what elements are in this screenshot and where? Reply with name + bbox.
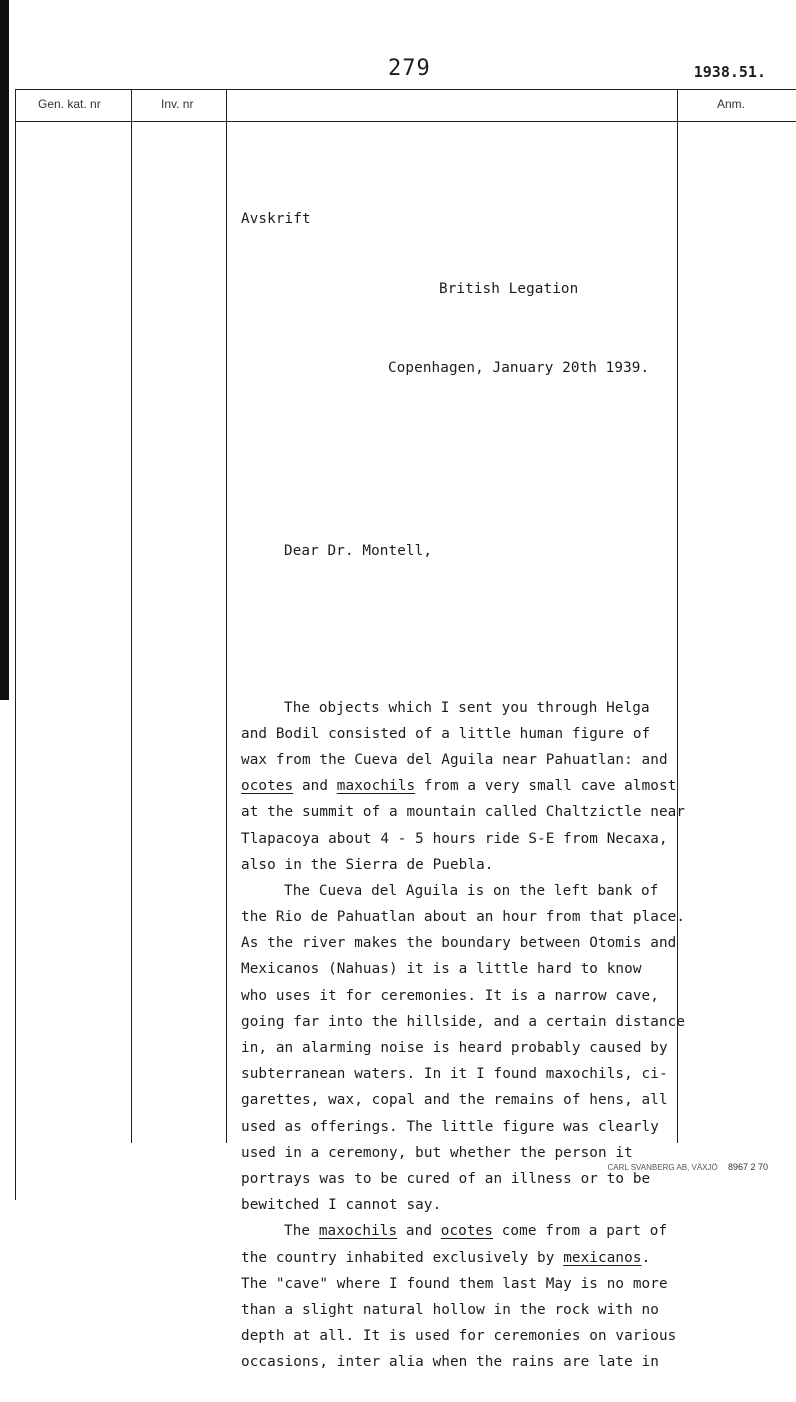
line-text: Tlapacoya about 4 - 5 hours ride S-E from Necaxa, — [241, 830, 668, 847]
letter-line — [241, 930, 681, 956]
line-text: subterranean waters. In it I found maxochils, ci- — [241, 1066, 668, 1083]
column-divider-left-edge — [15, 89, 16, 1200]
table-header-rule — [15, 121, 796, 122]
column-divider-2 — [226, 89, 227, 1143]
line-text: and — [397, 1223, 441, 1240]
letter-body — [241, 695, 686, 1376]
line-text: going far into the hillside, and a certain distance — [241, 1013, 686, 1030]
letter-line — [241, 721, 681, 747]
letter-line — [241, 1349, 681, 1375]
letter-transcript — [241, 156, 686, 1402]
line-text: The objects which I sent you through Helga — [284, 699, 650, 716]
letter-line — [241, 1192, 681, 1218]
letter-line — [241, 878, 681, 904]
letter-line — [241, 826, 681, 852]
line-text: at the summit of a mountain called Chaltzictle near — [241, 804, 686, 821]
line-text: come from a part of — [493, 1223, 668, 1240]
line-text: in, an alarming noise is heard probably caused by — [241, 1040, 668, 1057]
letter-line — [241, 1061, 681, 1087]
sender: British Legation — [439, 281, 579, 297]
letter-line — [241, 1245, 681, 1271]
line-text: and — [293, 778, 337, 795]
line-text: portrays was to be cured of an illness or to be — [241, 1170, 651, 1187]
line-text: from a very small cave almost — [415, 778, 677, 795]
letter-line — [241, 747, 681, 773]
letter-line — [241, 1035, 681, 1061]
letter-line — [241, 1009, 686, 1035]
letter-line — [241, 1218, 681, 1244]
line-text: . — [641, 1249, 651, 1266]
column-header-inv-nr: Inv. nr — [161, 97, 194, 111]
line-text: who uses it for ceremonies. It is a narrow cave, — [241, 987, 659, 1004]
line-text: depth at all. It is used for ceremonies on various — [241, 1328, 677, 1345]
line-text: The "cave" where I found them last May is no more — [241, 1275, 668, 1292]
line-text: the Rio de Pahuatlan about an hour from that place. — [241, 909, 686, 926]
line-text: the country inhabited exclusively by — [241, 1249, 564, 1266]
letter-line — [241, 1271, 681, 1297]
letter-line — [241, 956, 681, 982]
printer-name: CARL SVANBERG AB, VÄXJÖ — [607, 1163, 718, 1172]
line-text: used in a ceremony, but whether the person it — [241, 1144, 633, 1161]
column-header-anm: Anm. — [717, 97, 746, 111]
line-text: than a slight natural hollow in the rock with no — [241, 1301, 659, 1318]
letter-line — [241, 1297, 681, 1323]
line-text: Mexicanos (Nahuas) it is a little hard to know — [241, 961, 642, 978]
line-text: The — [284, 1223, 319, 1240]
letter-line — [241, 799, 686, 825]
underlined-term: maxochils — [318, 1223, 398, 1240]
letter-line — [241, 1323, 681, 1349]
letter-line — [241, 773, 681, 799]
underlined-term: ocotes — [440, 1223, 494, 1240]
printer-imprint — [607, 1162, 768, 1172]
line-text: occasions, inter alia when the rains are late in — [241, 1354, 659, 1371]
line-text: The Cueva del Aguila is on the left bank of — [284, 882, 659, 899]
line-text: As the river makes the boundary between Otomis and — [241, 935, 677, 952]
line-text: also in the Sierra de Puebla. — [241, 856, 494, 873]
place-date: Copenhagen, January 20th 1939. — [388, 359, 650, 376]
letter-line — [241, 983, 681, 1009]
page-number: 279 — [388, 56, 431, 81]
line-text: wax from the Cueva del Aguila near Pahuatlan: and — [241, 751, 668, 768]
catalog-reference: 1938.51. — [693, 63, 766, 81]
line-text: garettes, wax, copal and the remains of hens, all — [241, 1092, 668, 1109]
letter-line — [241, 852, 681, 878]
letter-line — [241, 1114, 681, 1140]
line-text: used as offerings. The little figure was clearly — [241, 1118, 659, 1135]
column-divider-1 — [131, 89, 132, 1143]
underlined-term: maxochils — [336, 778, 416, 795]
line-text: bewitched I cannot say. — [241, 1197, 442, 1214]
letter-line — [241, 904, 686, 930]
letter-line — [241, 1087, 681, 1113]
binding-edge-bar — [0, 0, 9, 700]
underlined-term: ocotes — [241, 778, 294, 795]
line-text: and Bodil consisted of a little human figure of — [241, 725, 651, 742]
table-top-rule — [15, 89, 796, 90]
salutation: Dear Dr. Montell, — [284, 542, 433, 559]
form-code: 8967 2 70 — [727, 1162, 768, 1172]
letter-line — [241, 695, 681, 721]
underlined-term: mexicanos — [563, 1249, 642, 1266]
column-header-gen-kat-nr: Gen. kat. nr — [38, 97, 101, 111]
copy-label: Avskrift — [241, 211, 311, 228]
